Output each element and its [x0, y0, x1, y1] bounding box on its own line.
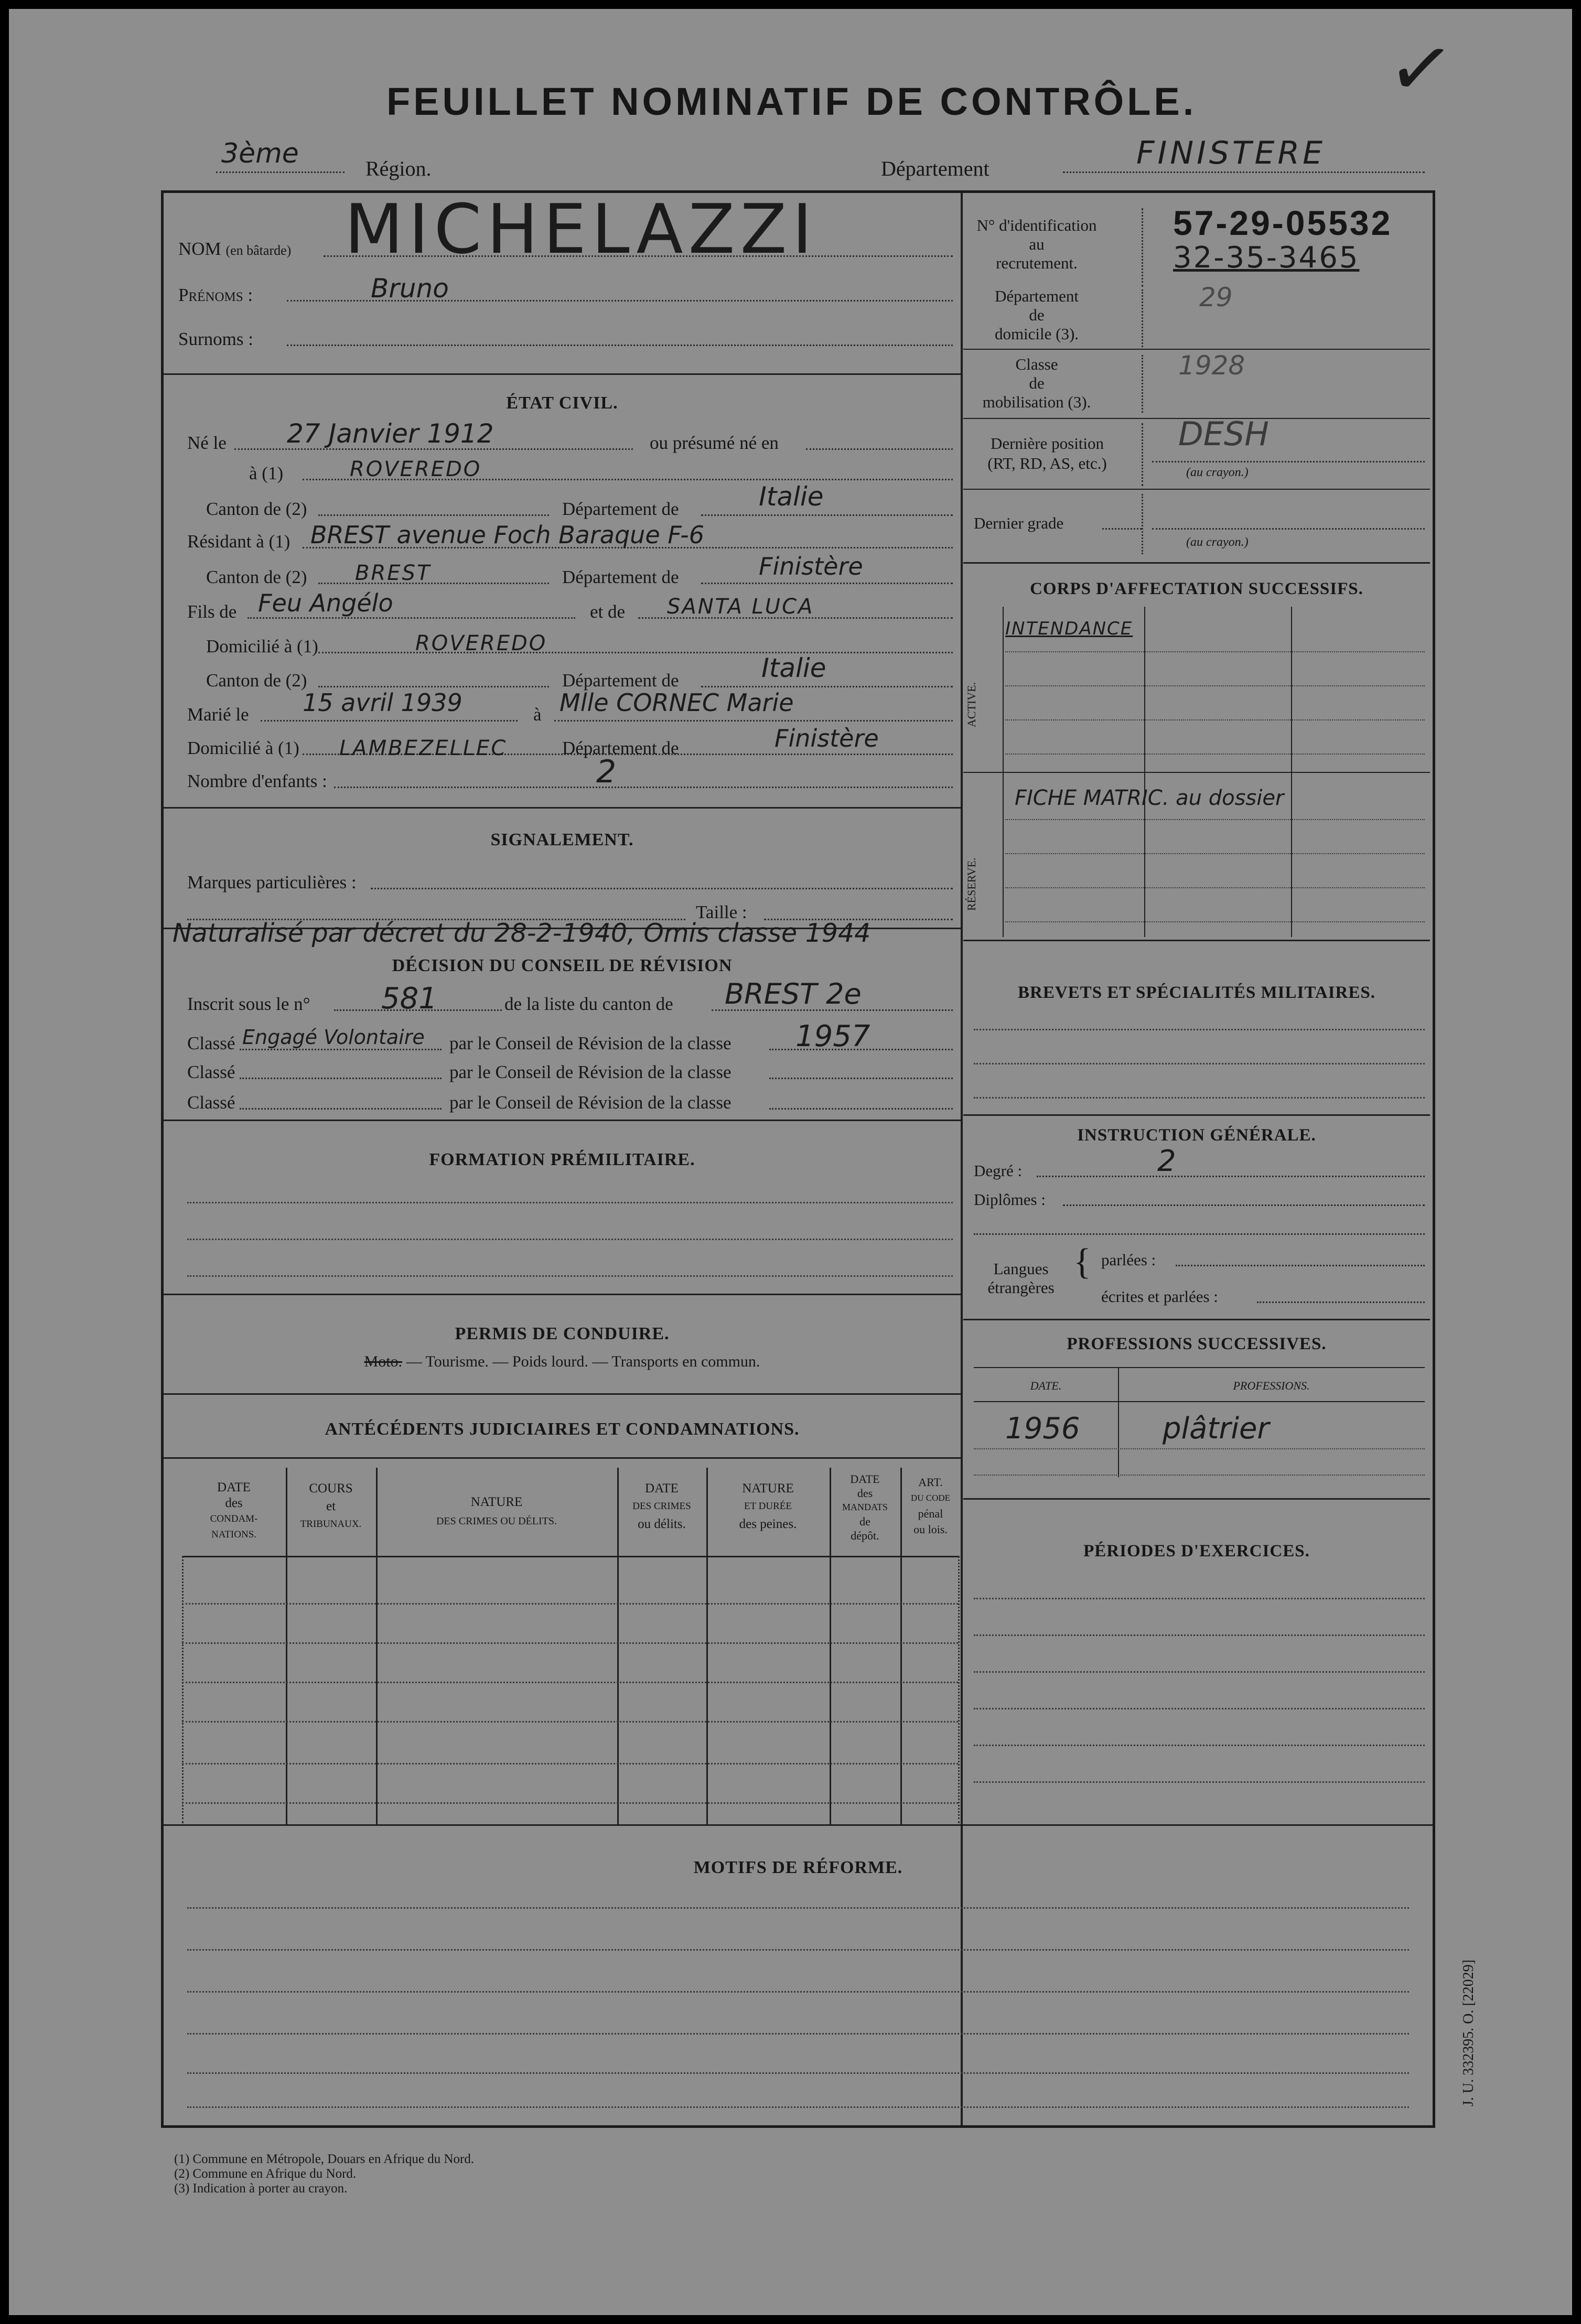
grade-au-crayon: (au crayon.)	[1186, 535, 1249, 549]
departement-4-label: Département de	[562, 738, 679, 758]
a-mlle-label: à	[533, 704, 542, 725]
residant-value: BREST avenue Foch Baraque F-6	[310, 521, 705, 549]
marie-value: 15 avril 1939	[303, 688, 463, 717]
domicilie-1-label: Domicilié à (1)	[206, 636, 318, 657]
formation-title: FORMATION PRÉMILITAIRE.	[429, 1150, 695, 1169]
classe-mob-value: 1928	[1178, 350, 1245, 381]
classe-1-label: Classé	[187, 1033, 235, 1053]
departement-2-value: Finistère	[759, 552, 863, 580]
canton-value: BREST 2e	[725, 977, 862, 1010]
document-sheet	[9, 9, 1572, 2315]
langues-label: Langues étrangères	[987, 1260, 1055, 1297]
ne-le-value: 27 Janvier 1912	[287, 418, 494, 449]
permis-title: PERMIS DE CONDUIRE.	[455, 1324, 670, 1343]
prenoms-value: Bruno	[371, 273, 449, 304]
region-label: Région.	[365, 157, 432, 180]
classe-mob-label: Classe de mobilisation (3).	[982, 355, 1091, 411]
diplomes-label: Diplômes :	[974, 1190, 1046, 1209]
domicilie-2-value: LAMBEZELLEC	[339, 736, 508, 760]
ident-value-2: 32-35-3465	[1173, 241, 1360, 275]
departement-2-label: Département de	[562, 567, 679, 587]
check-mark-icon: ✓	[1382, 19, 1460, 119]
motifs-title: MOTIFS DE RÉFORME.	[693, 1858, 903, 1877]
departement-3-value: Italie	[761, 653, 826, 683]
professions-title: PROFESSIONS SUCCESSIVES.	[1067, 1335, 1327, 1353]
ident-value-1: 57-29-05532	[1173, 203, 1393, 242]
col-cours: COURS et TRIBUNAUX.	[300, 1481, 362, 1530]
nom-label: NOM (en bâtarde)	[178, 239, 292, 259]
reserve-label: RÉSERVE.	[965, 857, 978, 911]
prof-value: plâtrier	[1163, 1412, 1270, 1446]
position-label: Dernière position (RT, RD, AS, etc.)	[987, 434, 1107, 472]
departement-label: Département	[881, 157, 990, 180]
et-de-value: SANTA LUCA	[667, 595, 814, 619]
conseil-3-label: par le Conseil de Révision de la classe	[449, 1092, 732, 1113]
footnote-2: (2) Commune en Afrique du Nord.	[174, 2167, 357, 2181]
active-value: INTENDANCE	[1005, 618, 1133, 639]
etat-civil-title: ÉTAT CIVIL.	[506, 393, 618, 413]
degre-value: 2	[1157, 1144, 1176, 1178]
canton-1-label: Canton de (2)	[206, 499, 307, 519]
reserve-value: FICHE MATRIC. au dossier	[1015, 786, 1284, 810]
corps-title: CORPS D'AFFECTATION SUCCESSIFS.	[1030, 579, 1363, 598]
a-value: ROVEREDO	[350, 457, 482, 481]
presume-label: ou présumé né en	[650, 433, 779, 453]
ident-label: N° d'identification au recrutement.	[976, 216, 1097, 272]
canton-2-label: Canton de (2)	[206, 567, 307, 587]
fils-label: Fils de	[187, 601, 237, 622]
enfants-label: Nombre d'enfants :	[187, 771, 327, 791]
document-title: FEUILLET NOMINATIF DE CONTRÔLE.	[386, 80, 1197, 123]
classe-1-value: Engagé Volontaire	[242, 1026, 425, 1049]
col-nature-crimes: NATURE DES CRIMES OU DÉLITS.	[436, 1495, 557, 1527]
classe-1-year: 1957	[795, 1019, 870, 1053]
departement-value: FINISTERE	[1136, 135, 1326, 171]
marques-label: Marques particulières :	[187, 872, 357, 892]
footnote-1: (1) Commune en Métropole, Douars en Afrique du Nord.	[174, 2152, 475, 2166]
dept-domicile-value: 29	[1199, 282, 1233, 313]
prenoms-label: Prénoms :	[178, 285, 253, 305]
brace-icon: {	[1073, 1242, 1091, 1282]
marie-label: Marié le	[187, 704, 249, 725]
side-code: J. U. 332395. O. [22029]	[1460, 1960, 1477, 2106]
departement-4-value: Finistère	[775, 724, 879, 752]
et-de-label: et de	[590, 601, 626, 622]
parlees-label: parlées :	[1101, 1251, 1156, 1269]
classe-2-label: Classé	[187, 1062, 235, 1082]
ne-le-label: Né le	[187, 433, 227, 453]
professions-header: PROFESSIONS.	[1233, 1379, 1310, 1392]
permis-categories: Moto. — Tourisme. — Poids lourd. — Transports en commun.	[364, 1353, 760, 1370]
canton-2-value: BREST	[355, 561, 432, 585]
revision-title: DÉCISION DU CONSEIL DE RÉVISION	[392, 956, 733, 975]
col-mandats: DATE des MANDATS de dépôt.	[842, 1472, 888, 1542]
periodes-title: PÉRIODES D'EXERCICES.	[1083, 1542, 1310, 1561]
canton-3-label: Canton de (2)	[206, 670, 307, 691]
a-label: à (1)	[249, 463, 284, 483]
position-au-crayon: (au crayon.)	[1186, 466, 1249, 479]
inscrit-label: Inscrit sous le n°	[187, 994, 310, 1014]
inscrit-value: 581	[381, 982, 437, 1016]
mlle-value: Mlle CORNEC Marie	[560, 688, 794, 717]
prof-date: 1956	[1005, 1412, 1080, 1446]
col-date-condamnations: DATE des CONDAM- NATIONS.	[210, 1480, 258, 1540]
antecedents-title: ANTÉCÉDENTS JUDICIAIRES ET CONDAMNATIONS.	[325, 1419, 800, 1439]
naturalise-note: Naturalisé par décret du 28-2-1940, Omis classe 1944	[173, 918, 871, 948]
footnote-3: (3) Indication à porter au crayon.	[174, 2181, 348, 2196]
classe-3-label: Classé	[187, 1092, 235, 1113]
dept-domicile-label: Département de domicile (3).	[994, 287, 1079, 343]
ecrites-label: écrites et parlées :	[1101, 1287, 1218, 1306]
domicilie-1-value: ROVEREDO	[415, 631, 547, 655]
instruction-title: INSTRUCTION GÉNÉRALE.	[1077, 1126, 1316, 1145]
residant-label: Résidant à (1)	[187, 531, 291, 552]
enfants-value: 2	[596, 754, 617, 790]
conseil-2-label: par le Conseil de Révision de la classe	[449, 1062, 732, 1082]
departement-3-label: Département de	[562, 670, 679, 691]
departement-1-value: Italie	[759, 481, 824, 512]
liste-label: de la liste du canton de	[504, 994, 673, 1014]
conseil-1-label: par le Conseil de Révision de la classe	[449, 1033, 732, 1053]
active-label: ACTIVE.	[965, 682, 978, 727]
domicilie-2-label: Domicilié à (1)	[187, 738, 299, 758]
surnoms-label: Surnoms :	[178, 329, 253, 349]
region-value: 3ème	[221, 138, 299, 169]
grade-label: Dernier grade	[974, 514, 1064, 532]
col-nature-peines: NATURE ET DURÉE des peines.	[739, 1481, 797, 1531]
position-value: DESH	[1178, 415, 1269, 453]
fils-value: Feu Angélo	[258, 589, 393, 617]
nom-value: MICHELAZZI	[345, 189, 818, 269]
col-date-crimes: DATE DES CRIMES ou délits.	[632, 1481, 691, 1531]
brevets-title: BREVETS ET SPÉCIALITÉS MILITAIRES.	[1017, 983, 1375, 1002]
signalement-title: SIGNALEMENT.	[490, 830, 634, 849]
taille-label: Taille :	[696, 902, 747, 922]
degre-label: Degré :	[974, 1161, 1023, 1180]
col-art-code: ART. DU CODE pénal ou lois.	[910, 1476, 951, 1536]
departement-1-label: Département de	[562, 499, 679, 519]
date-header: DATE.	[1030, 1379, 1062, 1392]
